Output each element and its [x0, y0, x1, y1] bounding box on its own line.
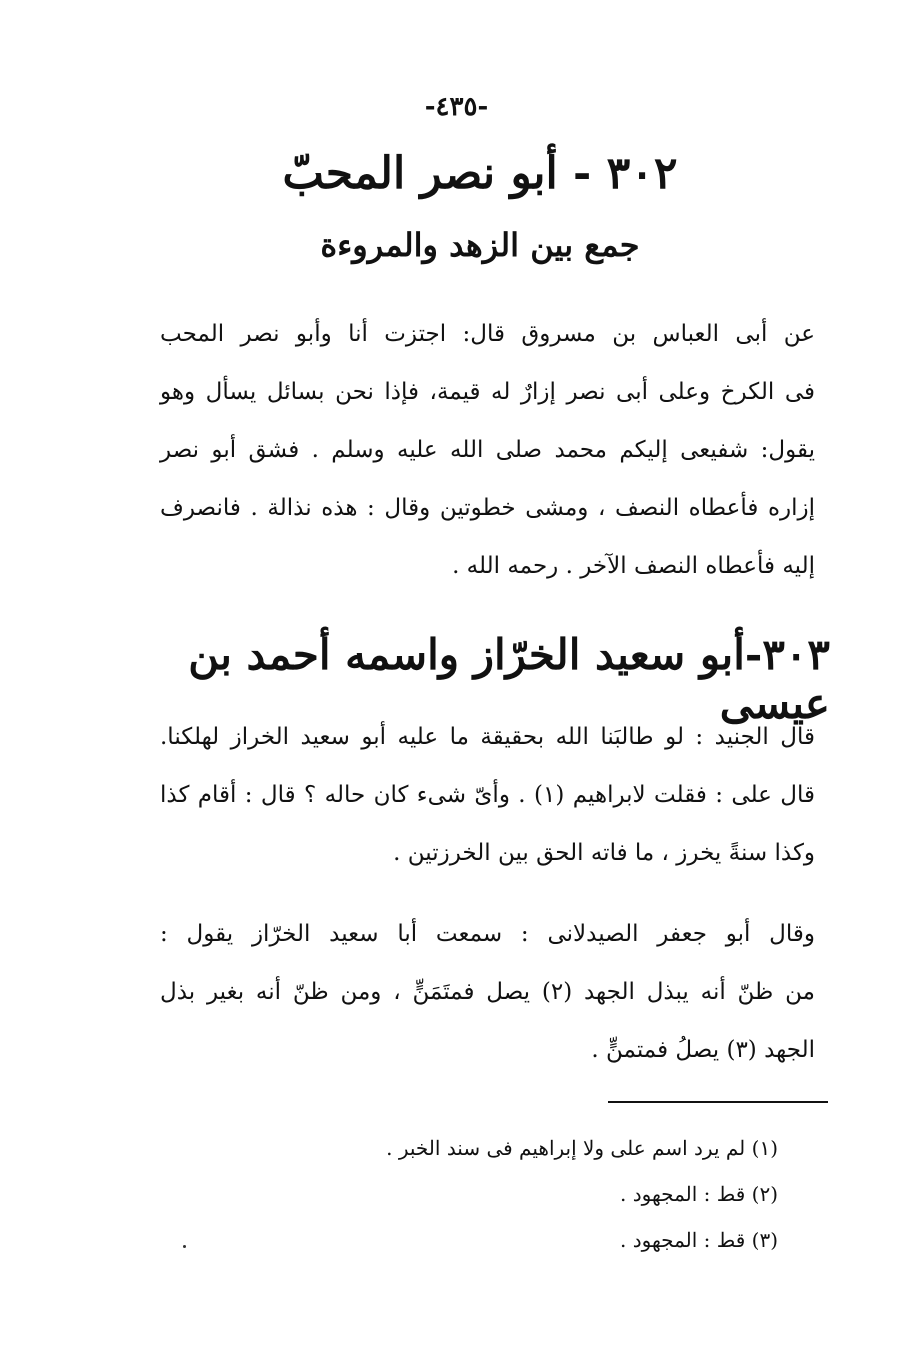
paragraph-line: من ظنّ أنه يبذل الجهد (٢) يصل فمتَمَنٍّ ، ومن ظنّ أنه بغير بذل [160, 979, 815, 1005]
paragraph-line: إليه فأعطاه النصف الآخر . رحمه الله . [452, 553, 815, 579]
footnote-divider [608, 1101, 828, 1103]
section-303-title: ٣٠٣-أبو سعيد الخرّاز واسمه أحمد بن عيسى [188, 630, 830, 728]
paragraph-line: وقال أبو جعفر الصيدلانى : سمعت أبا سعيد الخرّاز يقول : [160, 921, 815, 947]
paragraph-line: إزاره فأعطاه النصف ، ومشى خطوتين وقال : هذه نذالة . فانصرف [160, 495, 815, 521]
footnote-1: (١) لم يرد اسم على ولا إبراهيم فى سند الخبر . [386, 1136, 778, 1160]
section-302-title: ٣٠٢ - أبو نصر المحبّ [282, 148, 678, 199]
section-303-paragraph-1 [160, 708, 815, 882]
page-number: -٤٣٥- [424, 92, 489, 122]
paragraph-line: الجهد (٣) يصلُ فمتمنٍّ . [591, 1037, 815, 1063]
paragraph-line: وكذا سنةً يخرز ، ما فاته الحق بين الخرزتين . [393, 840, 815, 866]
footnotes [300, 1125, 778, 1263]
ink-speck [183, 1245, 186, 1248]
paragraph-line: يقول: شفيعى إليكم محمد صلى الله عليه وسلم . فشق أبو نصر [160, 437, 815, 463]
paragraph-line: فى الكرخ وعلى أبى نصر إزارٌ له قيمة، فإذا نحن بسائل يسأل وهو [160, 379, 815, 405]
paragraph-line: عن أبى العباس بن مسروق قال: اجتزت أنا وأبو نصر المحب [160, 321, 815, 347]
paragraph-line: قال الجنيد : لو طالبَنا الله بحقيقة ما عليه أبو سعيد الخراز لهلكنا. [160, 724, 815, 750]
footnote-2: (٢) قط : المجهود . [619, 1182, 778, 1206]
section-302-subtitle: جمع بين الزهد والمروءة [320, 226, 640, 264]
paragraph-line: قال على : فقلت لابراهيم (١) . وأىّ شىء كان حاله ؟ قال : أقام كذا [160, 782, 815, 808]
footnote-3: (٣) قط : المجهود . [619, 1228, 778, 1252]
section-303-paragraph-2 [160, 905, 815, 1079]
section-302-paragraph [160, 305, 815, 595]
